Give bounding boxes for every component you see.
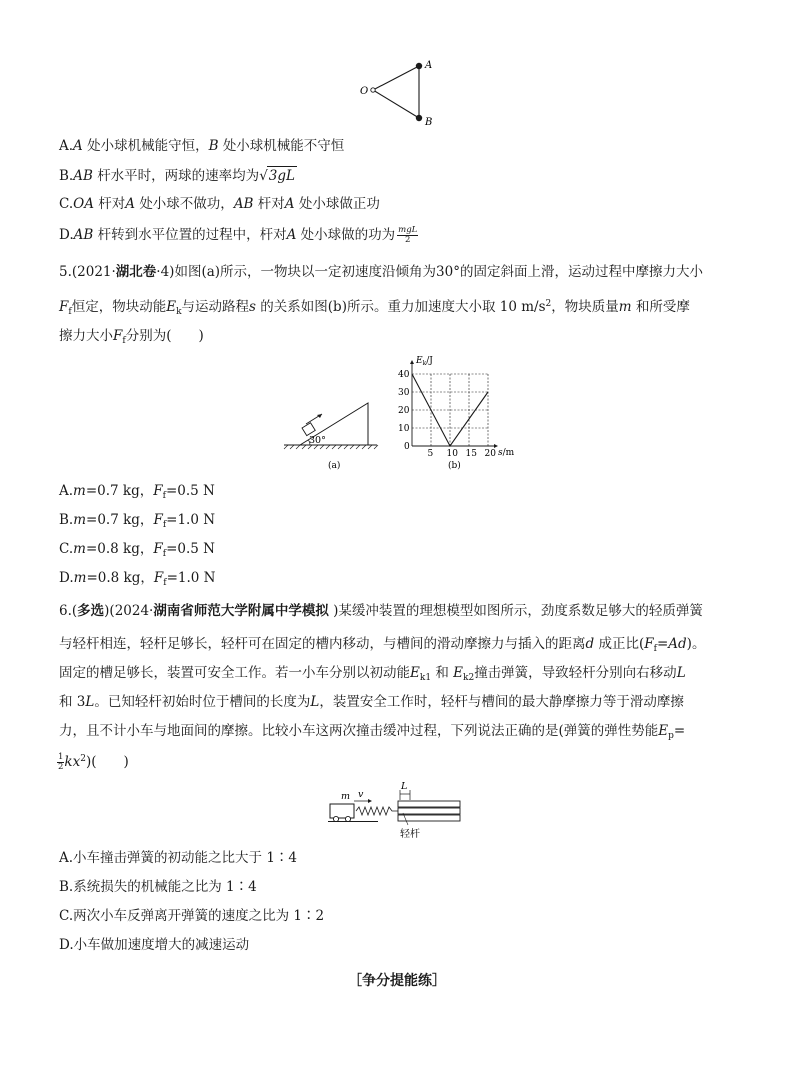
sqrt-content: 3gL bbox=[268, 168, 295, 184]
ylabel: $E_k/J$ bbox=[416, 356, 433, 367]
rod-ob bbox=[373, 90, 419, 118]
option-text: 杆对 bbox=[257, 196, 285, 212]
option-label: B. bbox=[59, 879, 74, 895]
pivot-o bbox=[371, 88, 375, 92]
option-text: 两次小车反弹离开弹簧的速度之比为 1∶2 bbox=[73, 908, 325, 924]
question-source: 湖南省师范大学附属中学模拟 bbox=[153, 603, 329, 619]
q5-option: B.m=0.7 kg，$F_f=1.0$ N bbox=[59, 512, 216, 530]
var-a: A bbox=[284, 196, 295, 212]
q6-option bbox=[59, 878, 257, 896]
caption-a: (a) bbox=[328, 461, 341, 471]
q6-option bbox=[59, 936, 249, 954]
y-tick-label: 40 bbox=[398, 370, 410, 380]
q5-stem-line1: 5.(2021·湖北卷·4)如图(a)所示，一物块以一定初速度沿倾角为30°的固定斜面上滑，运动过程中摩擦力大小 bbox=[59, 264, 703, 280]
slot-lower bbox=[398, 815, 460, 821]
label-rod: 轻杆 bbox=[400, 829, 420, 840]
var-ab: AB bbox=[73, 168, 93, 184]
var-ab: AB bbox=[73, 227, 94, 243]
chart-axes bbox=[410, 360, 498, 448]
x-tick-label: 20 bbox=[484, 449, 496, 459]
q4-option-d bbox=[59, 226, 418, 245]
option-text: 处小球做正功 bbox=[298, 196, 380, 212]
q5-option: A.m=0.7 kg，$F_f=0.5$ N bbox=[59, 483, 215, 501]
section-heading: ［争分提能练］ bbox=[348, 973, 446, 989]
ek-s-chart bbox=[390, 350, 520, 475]
x-tick-label: 5 bbox=[427, 449, 434, 459]
option-text: 杆对 bbox=[98, 196, 126, 212]
chart-grid bbox=[412, 374, 488, 446]
var-b: B bbox=[208, 138, 219, 154]
option-label: A. bbox=[59, 138, 74, 154]
option-label: D. bbox=[59, 937, 74, 953]
y-tick-label: 20 bbox=[398, 406, 410, 416]
rod-oa bbox=[373, 66, 419, 90]
var-oa: OA bbox=[73, 196, 94, 212]
option-text: 处小球不做功， bbox=[139, 196, 234, 212]
buffer-device-figure bbox=[328, 780, 468, 840]
q6-stem-line5: 力，且不计小车与地面间的摩擦。比较小车这两次撞击缓冲过程，下列说法正确的是(弹簧的弹性势能$E_p=$ bbox=[59, 723, 686, 741]
question-number: 6.( bbox=[59, 603, 78, 619]
var-a: A bbox=[286, 227, 297, 243]
q6-stem-line4: 和 3L。已知轻杆初始时位于槽间的长度为L，装置安全工作时，轻杆与槽间的最大静摩擦力等于滑动摩擦 bbox=[59, 694, 684, 710]
label-a: A bbox=[425, 60, 433, 71]
q6-stem-line6: $\frac{1}{2}$ $kx^2$)( ) bbox=[58, 752, 129, 772]
var-a: A bbox=[73, 138, 83, 154]
fraction-one-half: $\frac{1}{2}$ bbox=[58, 752, 64, 772]
label-o: O bbox=[360, 86, 369, 97]
label-m: m bbox=[341, 791, 351, 802]
caption-b: (b) bbox=[448, 461, 461, 471]
spring bbox=[356, 807, 398, 815]
incline-figure bbox=[282, 375, 380, 475]
y-tick-label: 0 bbox=[404, 442, 410, 452]
q4-option-c bbox=[59, 195, 380, 213]
question-text: 如图(a)所示，一物块以一定初速度沿倾角为30°的固定斜面上滑，运动过程中摩擦力大小 bbox=[174, 264, 703, 280]
q6-option bbox=[59, 907, 324, 925]
q6-stem-line3: 固定的槽足够长，装置可安全工作。若一小车分别以初动能$E_{k1}$ 和 $E_{k2}$撞击弹簧，导致轻杆分别向右移动L bbox=[59, 665, 686, 683]
option-label: C. bbox=[59, 908, 74, 924]
multi-choice-tag: 多选 bbox=[77, 603, 105, 619]
block bbox=[302, 423, 315, 436]
option-label: D. bbox=[59, 227, 74, 243]
rod-triangle-figure bbox=[355, 55, 445, 130]
slot-upper bbox=[398, 801, 460, 807]
option-text: 处小球机械能守恒， bbox=[87, 138, 209, 154]
q5-option: C.m=0.8 kg，$F_f=0.5$ N bbox=[59, 541, 215, 559]
velocity-arrow-head bbox=[317, 414, 322, 418]
q5-stem-line2: $F_f$恒定，物块动能$E_k$与运动路程s 的关系如图(b)所示。重力加速度大小取 10 $m/s^2$，物块质量m 和所受摩 bbox=[59, 299, 690, 317]
fraction-mgl-2: $\frac{\text{mgL}}{2}$ bbox=[398, 225, 418, 245]
x-tick-label: 15 bbox=[465, 449, 477, 459]
option-text: 处小球做的功为 bbox=[300, 227, 396, 243]
label-l: L bbox=[401, 781, 408, 792]
cart-wheel-left bbox=[333, 816, 338, 821]
velocity-arrow-head bbox=[368, 799, 372, 803]
question-source: 湖北卷 bbox=[115, 264, 157, 280]
ball-b bbox=[416, 115, 422, 121]
cart-wheel-right bbox=[345, 816, 350, 821]
xlabel: s/m bbox=[498, 448, 515, 458]
option-label: C. bbox=[59, 196, 74, 212]
option-text: 杆转到水平位置的过程中，杆对 bbox=[97, 227, 287, 243]
ball-a bbox=[416, 63, 422, 69]
y-axis-arrow bbox=[410, 360, 414, 364]
sqrt-sign: √ bbox=[259, 168, 268, 184]
option-label: A. bbox=[59, 850, 74, 866]
q5-option: D.m=0.8 kg，$F_f=1.0$ N bbox=[59, 570, 216, 588]
cart-body bbox=[330, 804, 354, 818]
option-text: 杆水平时，两球的速率均为 bbox=[97, 168, 260, 184]
q4-option-b bbox=[59, 166, 297, 185]
q4-option-a bbox=[59, 137, 344, 155]
x-tick-label: 10 bbox=[446, 449, 458, 459]
q6-option bbox=[59, 849, 297, 867]
y-tick-label: 10 bbox=[398, 424, 410, 434]
option-text: 小车撞击弹簧的初动能之比大于 1∶4 bbox=[73, 850, 298, 866]
var-ab: AB bbox=[233, 196, 254, 212]
y-tick-label: 30 bbox=[398, 388, 410, 398]
option-text: 小车做加速度增大的减速运动 bbox=[73, 937, 250, 953]
option-text: 系统损失的机械能之比为 1∶4 bbox=[73, 879, 257, 895]
question-text: )某缓冲装置的理想模型如图所示，劲度系数足够大的轻质弹簧 bbox=[333, 603, 703, 619]
ground-hatching bbox=[284, 445, 378, 449]
question-number: 5.(2021· bbox=[59, 264, 116, 280]
var-a: A bbox=[125, 196, 136, 212]
q5-stem-line3: 擦力大小$F_f$分别为( ) bbox=[59, 328, 204, 346]
q6-stem-line2: 与轻杆相连，轻杆足够长，轻杆可在固定的槽内移动，与槽间的滑动摩擦力与插入的距离d 成正比$(F_f=Ad)$。 bbox=[59, 636, 706, 654]
angle-label: 30° bbox=[309, 435, 326, 446]
label-v: v bbox=[358, 789, 364, 800]
q6-stem-line1: 6.(多选)(2024·湖南省师范大学附属中学模拟 )某缓冲装置的理想模型如图所示，劲度系数足够大的轻质弹簧 bbox=[59, 603, 703, 619]
option-label: B. bbox=[59, 168, 74, 184]
option-text: 处小球机械能不守恒 bbox=[222, 138, 345, 154]
label-b: B bbox=[425, 117, 433, 128]
rod bbox=[398, 808, 460, 814]
